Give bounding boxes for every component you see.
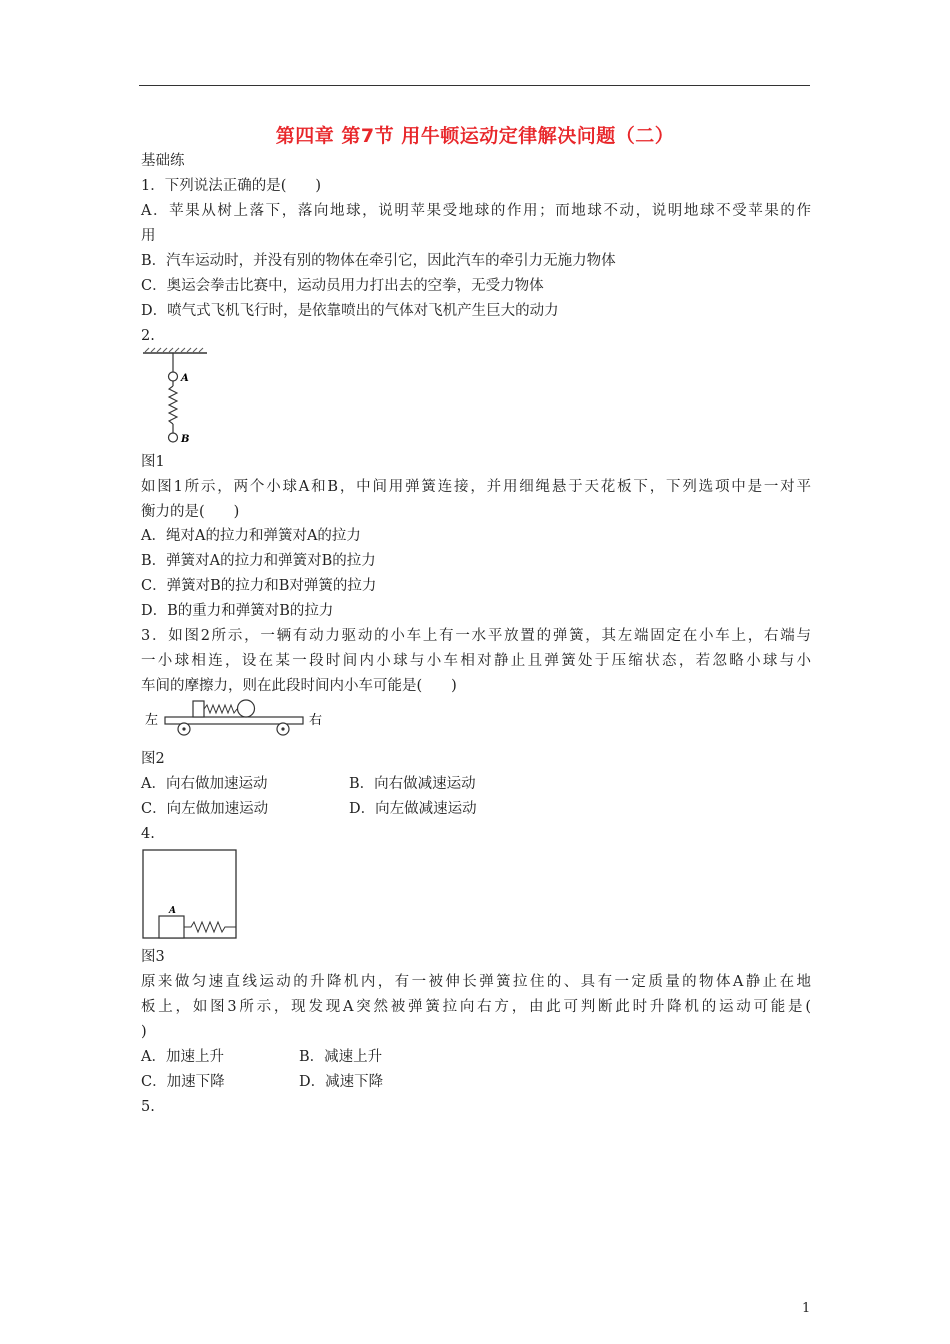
q1-option-a-cont: 用 xyxy=(141,228,156,244)
q4-option-c: C．加速下降 xyxy=(141,1074,225,1090)
q2-option-b: B．弹簧对A的拉力和弹簧对B的拉力 xyxy=(141,553,376,569)
q1-option-d: D．喷气式飞机飞行时，是依靠喷出的气体对飞机产生巨大的动力 xyxy=(141,303,559,319)
q5-number: 5. xyxy=(141,1099,155,1115)
q2-stem-cont: 衡力的是( ) xyxy=(141,504,240,520)
q3-stem: 3．如图2所示，一辆有动力驱动的小车上有一水平放置的弹簧，其左端固定在小车上，右端与 xyxy=(141,628,811,644)
q2-number: 2. xyxy=(141,328,155,344)
section-label: 基础练 xyxy=(141,153,185,169)
q3-option-a: A．向右做加速运动 xyxy=(141,776,268,792)
page-number: 1 xyxy=(802,1301,811,1316)
figure-1-spring-balls xyxy=(141,345,221,447)
q4-number: 4. xyxy=(141,826,155,842)
q1-stem: 1．下列说法正确的是( ) xyxy=(141,178,322,194)
left-label: 左 xyxy=(145,713,159,728)
right-label: 右 xyxy=(309,713,323,728)
q3-option-b: B．向右做减速运动 xyxy=(349,776,476,792)
q2-option-c: C．弹簧对B的拉力和B对弹簧的拉力 xyxy=(141,578,377,594)
q2-option-d: D．B的重力和弹簧对B的拉力 xyxy=(141,603,334,619)
ball-b-label: B xyxy=(181,434,190,445)
q4-option-b: B．减速上升 xyxy=(299,1049,383,1065)
figure-3-caption: 图3 xyxy=(141,949,165,965)
q4-option-d: D．减速下降 xyxy=(299,1074,384,1090)
header-rule xyxy=(139,85,810,86)
q3-stem-cont-1: 一小球相连，设在某一段时间内小球与小车相对静止且弹簧处于压缩状态，若忽略小球与小 xyxy=(141,653,811,669)
block-a-label: A xyxy=(169,906,176,916)
q1-option-c: C．奥运会拳击比赛中，运动员用力打出去的空拳，无受力物体 xyxy=(141,278,544,294)
figure-2-caption: 图2 xyxy=(141,751,165,767)
page-title: 第四章 第7节 用牛顿运动定律解决问题（二） xyxy=(275,125,675,147)
ball-a-label: A xyxy=(181,373,189,384)
q3-option-d: D．向左做减速运动 xyxy=(349,801,477,817)
figure-1-caption: 图1 xyxy=(141,454,165,470)
q1-option-a: A．苹果从树上落下，落向地球，说明苹果受地球的作用；而地球不动，说明地球不受苹果的作 xyxy=(141,203,811,219)
figure-2-cart xyxy=(141,696,331,740)
q2-option-a: A．绳对A的拉力和弹簧对A的拉力 xyxy=(141,528,361,544)
q3-stem-cont-2: 车间的摩擦力，则在此段时间内小车可能是( ) xyxy=(141,678,457,694)
q4-stem-cont-2: ) xyxy=(141,1024,147,1040)
q4-stem: 原来做匀速直线运动的升降机内，有一被伸长弹簧拉住的、具有一定质量的物体A静止在地 xyxy=(141,974,811,990)
q2-stem: 如图1所示，两个小球A和B，中间用弹簧连接，并用细绳悬于天花板下，下列选项中是一对平 xyxy=(141,479,811,495)
q4-stem-cont-1: 板上，如图3所示，现发现A突然被弹簧拉向右方，由此可判断此时升降机的运动可能是( xyxy=(141,999,811,1015)
q1-option-b: B．汽车运动时，并没有别的物体在牵引它，因此汽车的牵引力无施力物体 xyxy=(141,253,616,269)
q4-option-a: A．加速上升 xyxy=(141,1049,224,1065)
q3-option-c: C．向左做加速运动 xyxy=(141,801,269,817)
figure-3-elevator xyxy=(141,847,241,942)
